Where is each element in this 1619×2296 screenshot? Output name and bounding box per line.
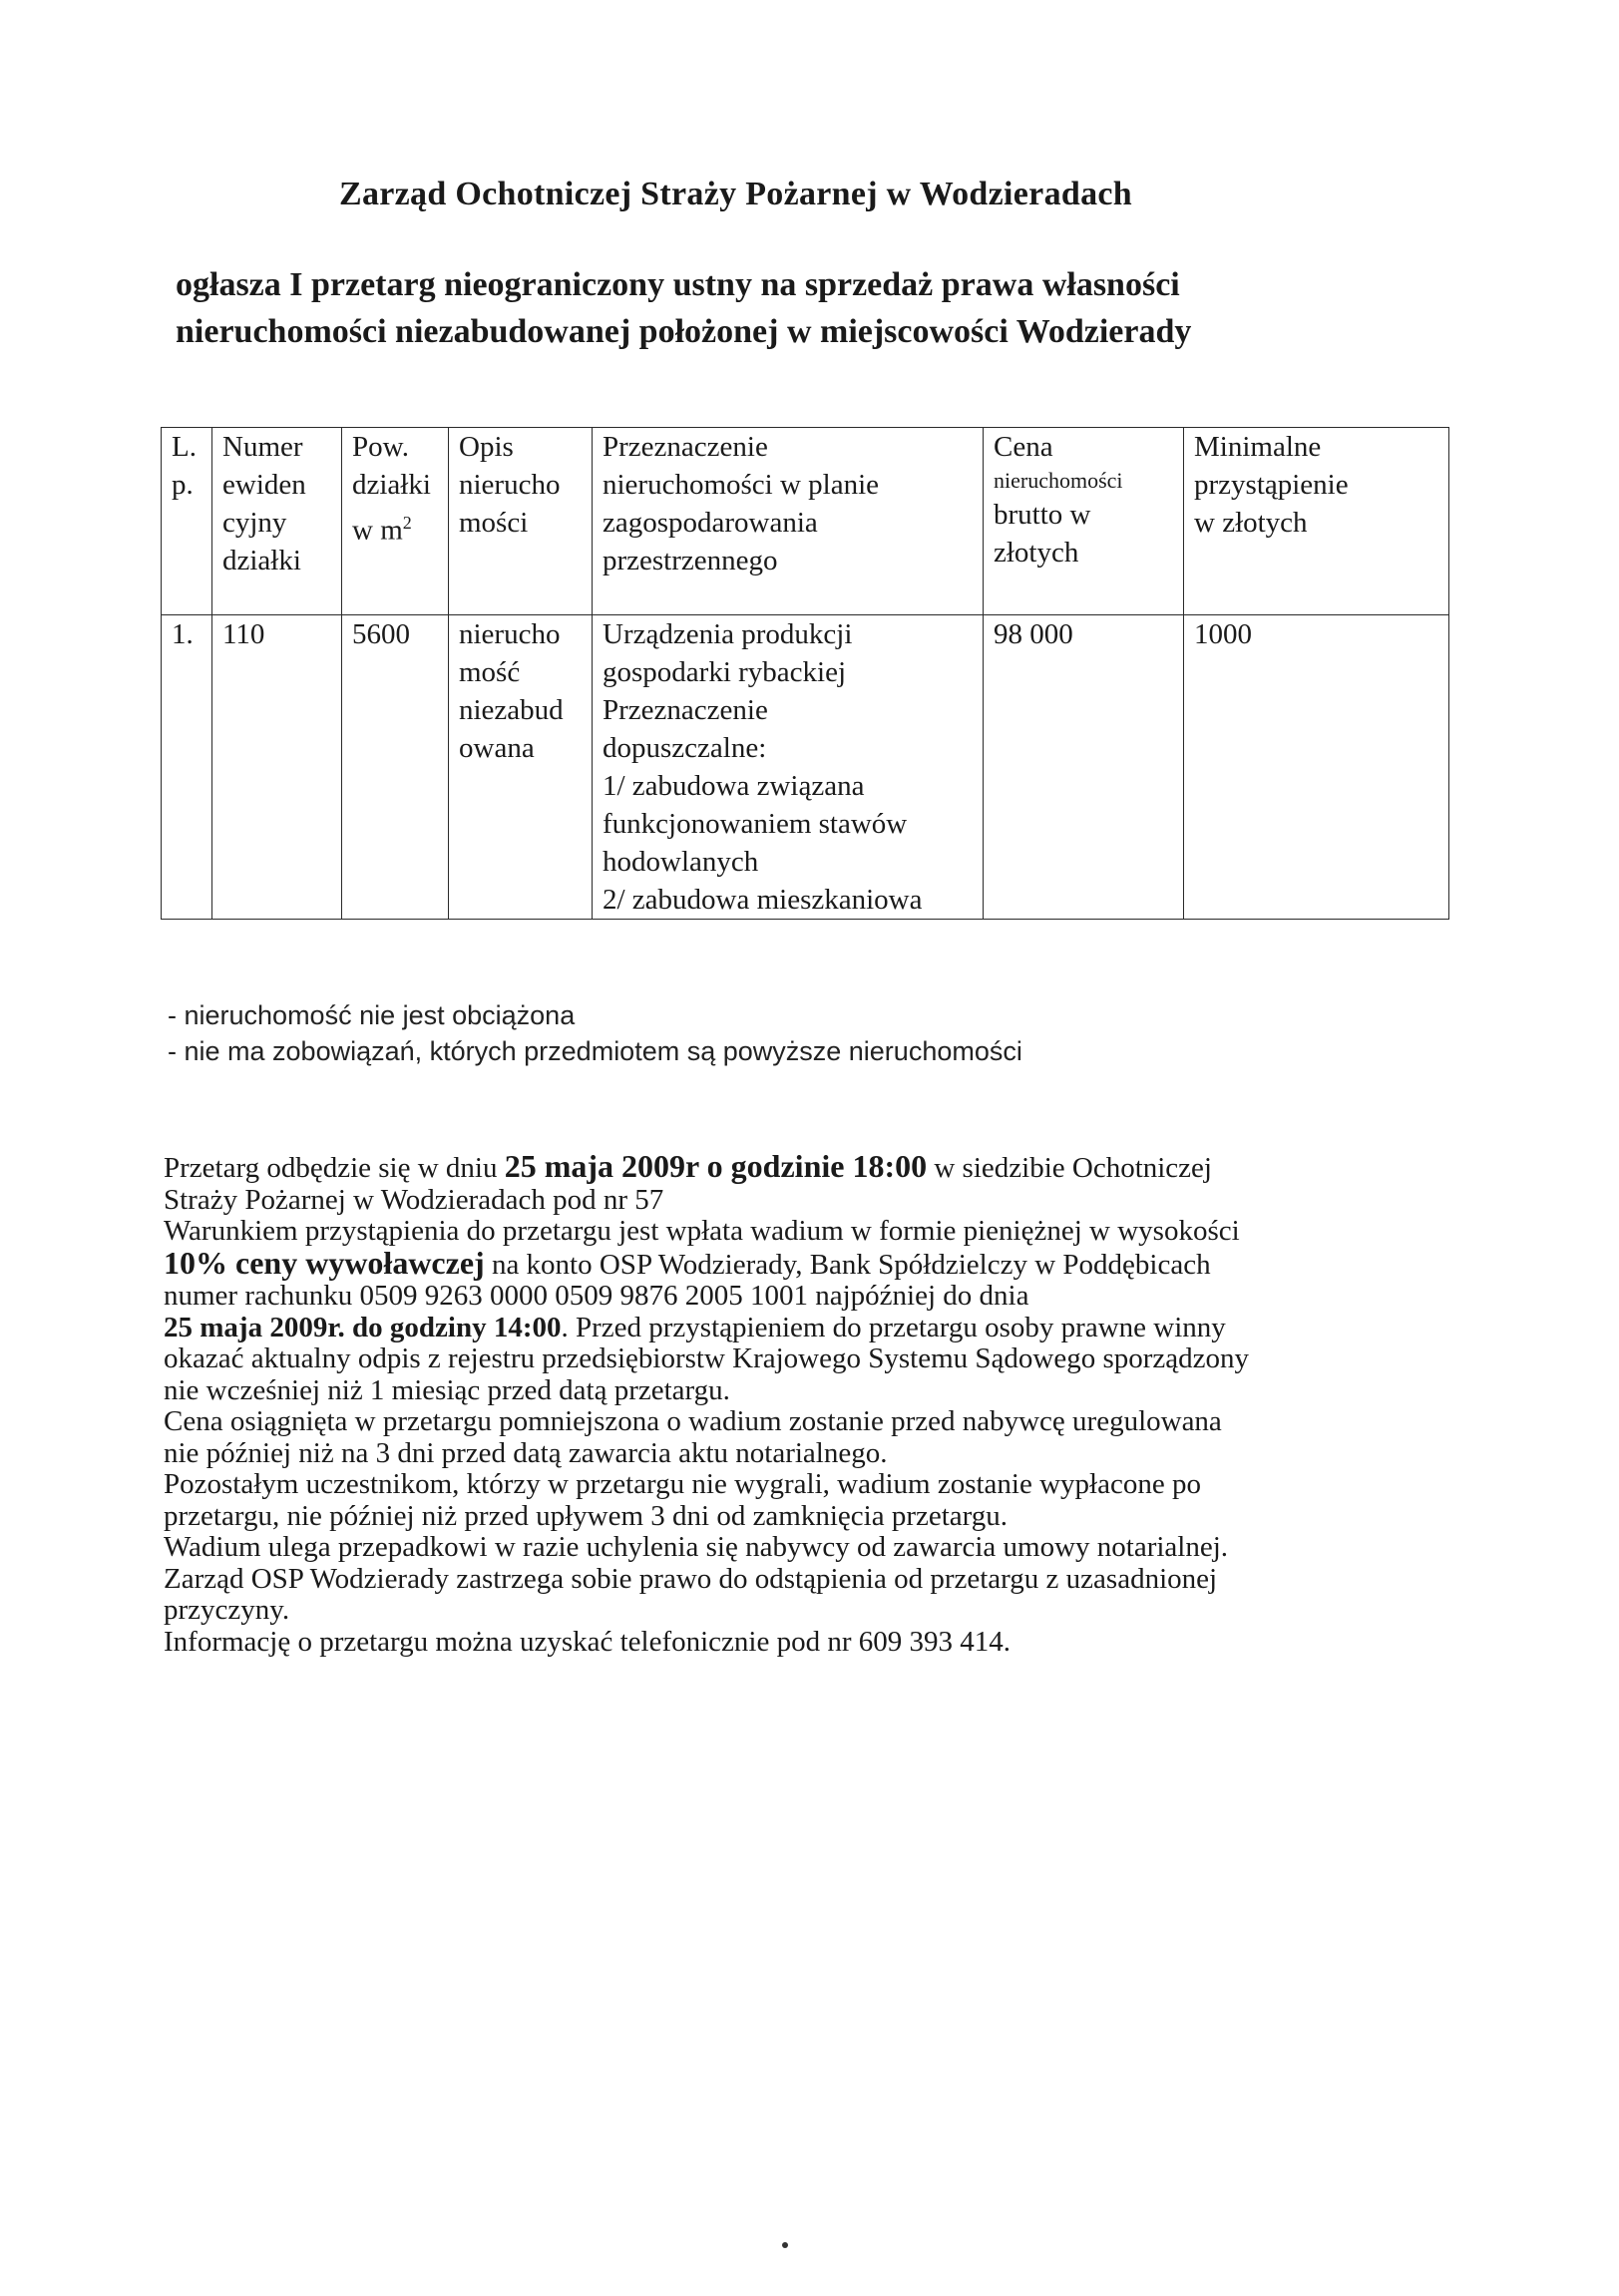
cell-text: hodowlanych (603, 846, 759, 878)
header-text: L. (172, 431, 197, 463)
cell-text: niezabud (459, 694, 564, 726)
cell-lp: 1. (162, 615, 212, 920)
cell-minimalne: 1000 (1184, 615, 1449, 920)
header-text: w m (352, 514, 403, 547)
header-text: Przeznaczenie (603, 431, 768, 463)
header-text: mości (459, 507, 529, 539)
body-line: Zarząd OSP Wodzierady zastrzega sobie prawo do odstąpienia od przetargu z uzasadnionej (164, 1562, 1218, 1595)
header-text: ewiden (222, 469, 306, 501)
header-text: w złotych (1194, 507, 1308, 539)
body-line (164, 1244, 1460, 1282)
cell-przeznaczenie (593, 615, 984, 920)
body-line: Pozostałym uczestnikom, którzy w przetargu nie wygrali, wadium zostanie wypłacone po (164, 1468, 1201, 1500)
body-line: Informację o przetargu można uzyskać telefonicznie pod nr 609 393 414. (164, 1625, 1012, 1658)
table-header-row (162, 428, 1449, 615)
scan-speck (782, 2242, 788, 2248)
body-line: przetargu, nie później niż przed upływem 3 dni od zamknięcia przetargu. (164, 1499, 1009, 1532)
header-text: złotych (994, 537, 1079, 569)
note-line: - nieruchomość nie jest obciążona (168, 1000, 576, 1030)
cell-numer: 110 (212, 615, 342, 920)
cell-text: Urządzenia produkcji (603, 618, 853, 650)
header-text: nieruchomości (994, 468, 1123, 493)
header-text: działki (352, 469, 431, 501)
cell-text: dopuszczalne: (603, 732, 767, 764)
note-line: - nie ma zobowiązań, których przedmiotem są powyższe nieruchomości (168, 1036, 1022, 1066)
header-text: brutto w (994, 499, 1091, 531)
announcement-heading-line: nieruchomości niezabudowanej położonej w miejscowości Wodzierady (176, 313, 1192, 350)
cell-text: 2/ zabudowa mieszkaniowa (603, 884, 923, 916)
body-text: na konto OSP Wodzierady, Bank Spółdzielczy w Poddębicach (484, 1248, 1211, 1281)
header-text: przestrzennego (603, 545, 778, 576)
header-text: zagospodarowania (603, 507, 818, 539)
cell-text: mość (459, 656, 521, 688)
body-text: w siedzibie Ochotniczej (927, 1152, 1212, 1184)
body-text: . Przed przystąpieniem do przetargu osoby prawne winny (561, 1311, 1226, 1343)
body-line: Cena osiągnięta w przetargu pomniejszona o wadium zostanie przed nabywcę uregulowana (164, 1405, 1222, 1437)
deadline-emphasis: 25 maja 2009r. do godziny 14:00 (164, 1311, 562, 1343)
header-text: Numer (222, 431, 303, 463)
auction-conditions (164, 1148, 1460, 1658)
header-cell-minimalne (1184, 428, 1449, 615)
header-cell-lp (162, 428, 212, 615)
header-text (352, 504, 438, 550)
header-cell-przeznaczenie (593, 428, 984, 615)
header-text: nierucho (459, 469, 561, 501)
page-title: Zarząd Ochotniczej Straży Pożarnej w Wodzieradach (339, 176, 1132, 212)
header-cell-cena (984, 428, 1184, 615)
header-cell-numer (212, 428, 342, 615)
header-text: przystąpienie (1194, 469, 1349, 501)
deposit-emphasis: 10% ceny wywoławczej (164, 1244, 485, 1281)
table-row (162, 615, 1449, 920)
body-line (164, 1148, 1460, 1185)
property-table (161, 427, 1449, 920)
cell-opis (449, 615, 593, 920)
date-emphasis: 25 maja 2009r o godzinie 18:00 (504, 1148, 928, 1184)
body-line: Warunkiem przystąpienia do przetargu jest wpłata wadium w formie pieniężnej w wysokości (164, 1215, 1240, 1247)
header-cell-opis (449, 428, 593, 615)
body-line: okazać aktualny odpis z rejestru przedsiębiorstw Krajowego Systemu Sądowego sporządzony (164, 1342, 1249, 1374)
body-text: Przetarg odbędzie się w dniu (164, 1152, 505, 1184)
header-text: Pow. (352, 431, 409, 463)
header-text: p. (172, 469, 194, 501)
header-cell-pow (342, 428, 449, 615)
body-line: numer rachunku 0509 9263 0000 0509 9876 2005 1001 najpóźniej do dnia (164, 1280, 1029, 1312)
header-text: nieruchomości w planie (603, 469, 880, 501)
cell-text: gospodarki rybackiej (603, 656, 847, 688)
announcement-heading (176, 261, 1472, 355)
cell-cena: 98 000 (984, 615, 1184, 920)
body-line: nie później niż na 3 dni przed datą zawarcia aktu notarialnego. (164, 1436, 888, 1469)
body-line: Straży Pożarnej w Wodzieradach pod nr 57 (164, 1183, 664, 1216)
header-text: działki (222, 545, 301, 576)
header-text: Opis (459, 431, 514, 463)
body-line: nie wcześniej niż 1 miesiąc przed datą przetargu. (164, 1373, 730, 1406)
superscript: 2 (402, 513, 412, 533)
body-line (164, 1313, 1460, 1344)
header-text: Cena (994, 431, 1053, 463)
cell-text: owana (459, 732, 535, 764)
announcement-heading-line: ogłasza I przetarg nieograniczony ustny na sprzedaż prawa własności (176, 266, 1180, 303)
body-line: przyczyny. (164, 1594, 290, 1626)
property-notes (168, 997, 1022, 1069)
header-text: Minimalne (1194, 431, 1322, 463)
cell-text: Przeznaczenie (603, 694, 768, 726)
cell-text: 1/ zabudowa związana (603, 770, 865, 802)
cell-text: nierucho (459, 618, 561, 650)
body-line: Wadium ulega przepadkowi w razie uchylenia się nabywcy od zawarcia umowy notarialnej. (164, 1531, 1229, 1563)
cell-pow: 5600 (342, 615, 449, 920)
header-text: cyjny (222, 507, 287, 539)
cell-text: funkcjonowaniem stawów (603, 808, 908, 840)
